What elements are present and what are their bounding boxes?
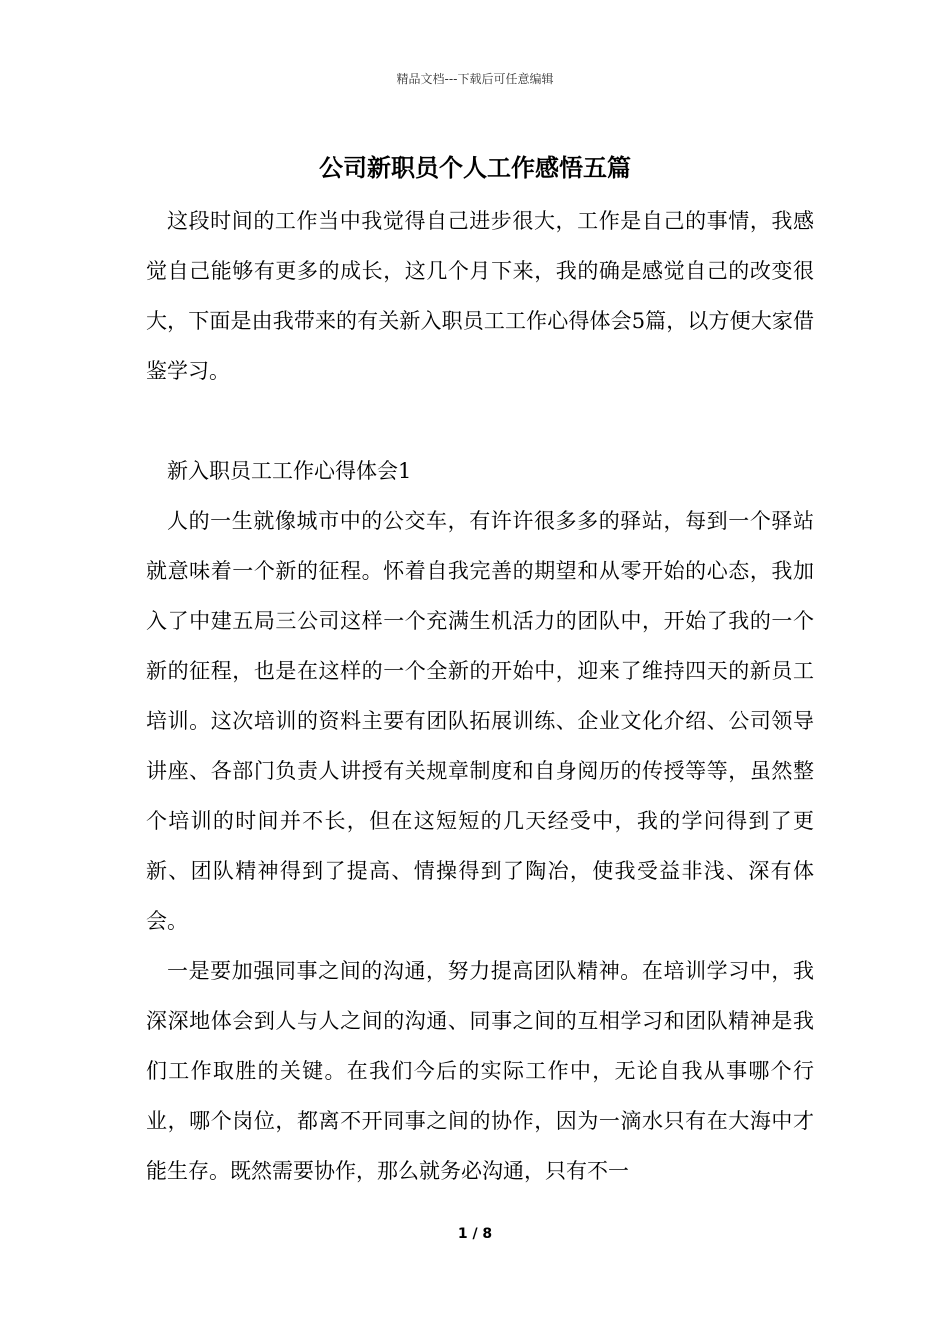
- page-indicator: 1 / 8: [457, 1226, 493, 1242]
- body-paragraph-2: 一是要加强同事之间的沟通，努力提高团队精神。在培训学习中，我深深地体会到人与人之间的沟通、同事之间的互相学习和团队精神是我们工作取胜的关键。在我们今后的实际工作中，无论自我从事哪个行业，哪个岗位，都离不开同事之间的协作，因为一滴水只有在大海中才能生存。既然需要协作，那么就务必沟通，只有不一: [146, 959, 814, 1183]
- body-paragraph-1: 人的一生就像城市中的公交车，有许许很多多的驿站，每到一个驿站就意味着一个新的征程。怀着自我完善的期望和从零开始的心态，我加入了中建五局三公司这样一个充满生机活力的团队中，开始了我的一个新的征程，也是在这样的一个全新的开始中，迎来了维持四天的新员工培训。这次培训的资料主要有团队拓展训练、企业文化介绍、公司领导讲座、各部门负责人讲授有关规章制度和自身阅历的传授等等，虽然整个培训的时间并不长，但在这短短的几天经受中，我的学问得到了更新、团队精神得到了提高、情操得到了陶冶，使我受益非浅、深有体会。: [146, 509, 814, 933]
- header-note: 精品文档---下载后可任意编辑: [396, 72, 554, 86]
- section-heading: 新入职员工工作心得体会1: [167, 459, 412, 483]
- paragraph-spacer: [146, 396, 814, 446]
- intro-paragraph: 这段时间的工作当中我觉得自己进步很大，工作是自己的事情，我感觉自己能够有更多的成长，这几个月下来，我的确是感觉自己的改变很大，下面是由我带来的有关新入职员工工作心得体会5篇，以方便大家借鉴学习。: [146, 209, 814, 383]
- document-title: 公司新职员个人工作感悟五篇: [319, 154, 631, 182]
- document-body: [146, 196, 814, 1196]
